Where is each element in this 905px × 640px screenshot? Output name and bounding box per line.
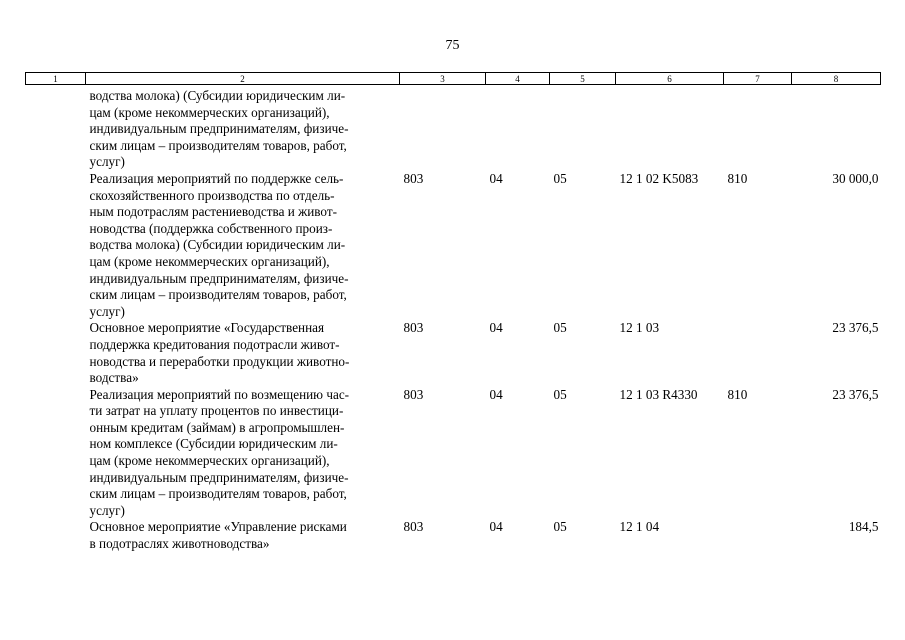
row-expense-type [724,85,792,171]
page-number: 75 [445,38,460,53]
row-subsection: 05 [553,386,567,402]
row-target: 12 1 03 [619,320,660,336]
row-target: 12 1 03 R4330 [619,386,698,402]
row-expense-type: 810 [727,170,748,186]
row-expense-type [724,320,792,386]
table-row [26,171,881,320]
row-amount [792,85,881,171]
cell-empty [26,171,86,320]
header-col-4: 4 [486,73,550,85]
header-col-6: 6 [616,73,724,85]
table-row [26,320,881,386]
row-description: Реализация мероприятий по поддержке сель- скохозяйственного производства по отдель- ным подотраслям растениеводства и живот- новодства (поддержка собственного произ- водства молока) (Субсидии юридическим ли- цам (кроме некоммерческих организаций), индивидуальным предпринимателям, физиче- ским лицам – производителям товаров, работ, услуг) [89,170,349,319]
row-section: 04 [489,386,503,402]
row-subsection: 05 [553,320,567,336]
row-expense-type [724,519,792,552]
header-col-2: 2 [86,73,400,85]
header-col-3: 3 [400,73,486,85]
row-target [616,85,724,171]
header-col-1: 1 [26,73,86,85]
budget-table [25,72,881,553]
header-row [26,73,881,85]
row-ministry: 803 [403,519,424,535]
table-row [26,519,881,552]
row-subsection: 05 [553,519,567,535]
row-amount: 23 376,5 [832,386,879,402]
row-section [486,85,550,171]
row-description: Основное мероприятие «Управление рисками в подотраслях животноводства» [89,519,347,552]
cell-empty [26,519,86,552]
row-description: Основное мероприятие «Государственная поддержка кредитования подотрасли живот- новодства и переработки продукции животно- водства» [89,320,350,386]
cell-empty [26,85,86,171]
row-amount: 184,5 [848,519,879,535]
header-col-7: 7 [724,73,792,85]
cell-empty [26,320,86,386]
row-amount: 30 000,0 [832,170,879,186]
row-description: Реализация мероприятий по возмещению час- ти затрат на уплату процентов по инвестици- онным кредитам (займам) в агропромышлен- ном комплексе (Субсидии юридическим ли- цам (кроме некоммерческих организаций), индивидуальным предпринимателям, физиче- ским лицам – производителям товаров, работ, услуг) [89,386,350,518]
row-target: 12 1 04 [619,519,660,535]
row-description: водства молока) (Субсидии юридическим ли- цам (кроме некоммерческих организаций), индивидуальным предпринимателям, физиче- ским лицам – производителям товаров, работ, услуг) [89,88,349,170]
row-section: 04 [489,519,503,535]
row-subsection: 05 [553,170,567,186]
row-ministry: 803 [403,170,424,186]
row-section: 04 [489,320,503,336]
row-ministry: 803 [403,320,424,336]
cell-empty [26,387,86,520]
row-expense-type: 810 [727,386,748,402]
row-target: 12 1 02 K5083 [619,170,699,186]
row-subsection [550,85,616,171]
header-col-5: 5 [550,73,616,85]
header-col-8: 8 [792,73,881,85]
row-ministry: 803 [403,386,424,402]
table-row [26,85,881,171]
row-ministry [400,85,486,171]
table-row [26,387,881,520]
row-amount: 23 376,5 [832,320,879,336]
row-section: 04 [489,170,503,186]
